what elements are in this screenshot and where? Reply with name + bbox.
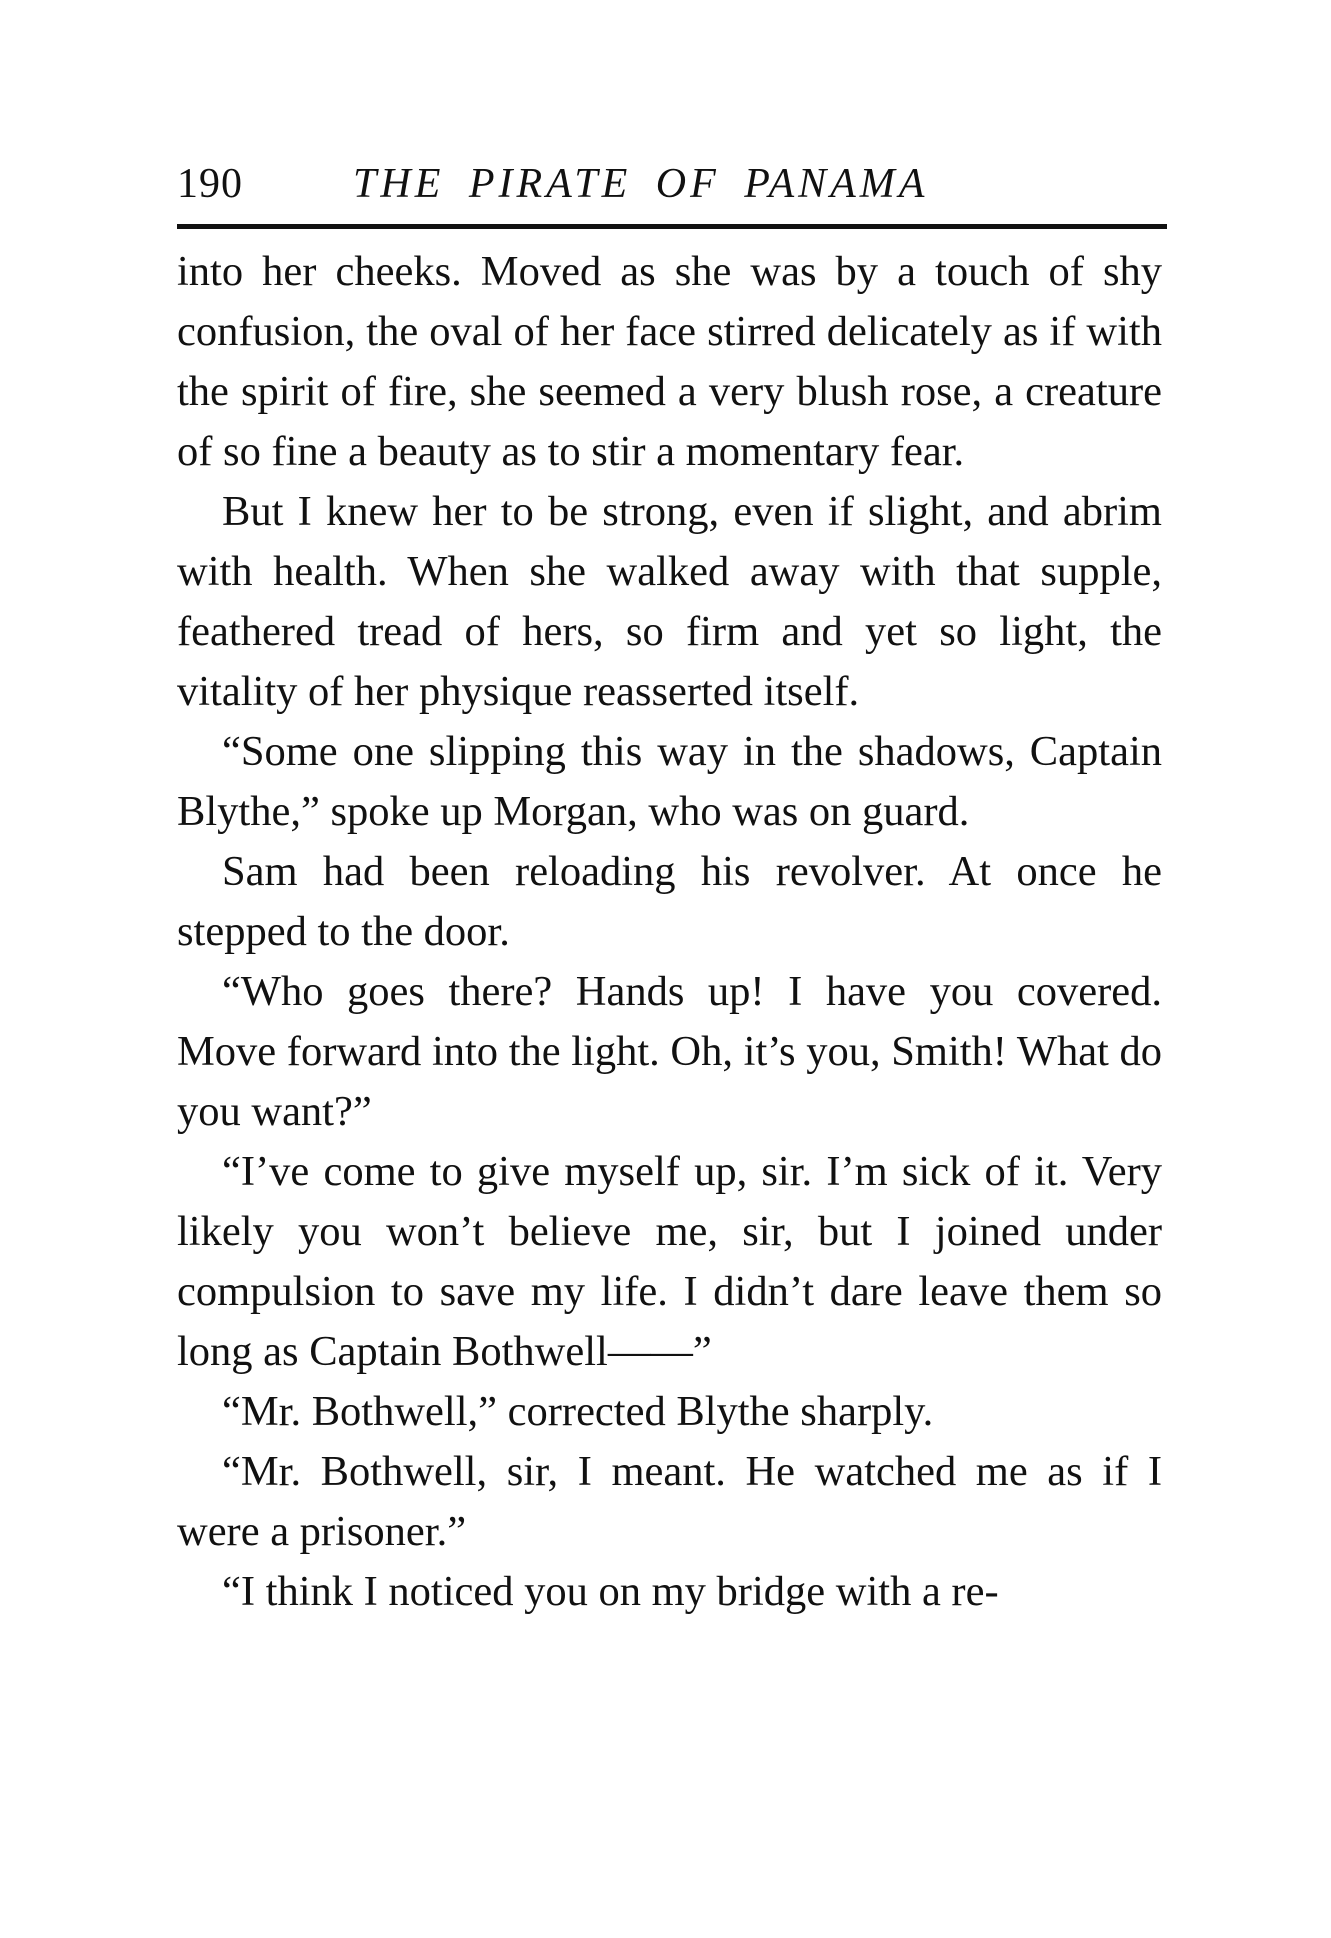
paragraph: “Mr. Bothwell,” corrected Blythe sharply. <box>222 1388 934 1435</box>
page-number: 190 <box>177 161 243 207</box>
paragraph: “Mr. Bothwell, sir, I meant. He watched me as if I were a prisoner.” <box>177 1448 1162 1555</box>
header-rule <box>177 224 1167 229</box>
paragraph: “I think I noticed you on my bridge with a re- <box>222 1568 999 1615</box>
paragraph: Sam had been reloading his revolver. At once he stepped to the door. <box>177 848 1162 955</box>
page-header <box>177 160 1177 216</box>
page-text <box>177 242 1162 1622</box>
paragraph: into her cheeks. Moved as she was by a touch of shy confusion, the oval of her face stirred delicately as if with the spirit of fire, she seemed a very blush rose, a creature of so fine a beauty as to stir a momentary fear. <box>177 248 1162 475</box>
paragraph: “Who goes there? Hands up! I have you covered. Move forward into the light. Oh, it’s you, Smith! What do you want?” <box>177 968 1162 1135</box>
paragraph: “I’ve come to give myself up, sir. I’m sick of it. Very likely you won’t believe me, sir, but I joined under compulsion to save my life. I didn’t dare leave them so long as Captain Bothwell——” <box>177 1148 1162 1375</box>
running-title: THE PIRATE OF PANAMA <box>353 161 929 207</box>
paragraph: But I knew her to be strong, even if slight, and abrim with health. When she walked away with that supple, feathered tread of hers, so firm and yet so light, the vitality of her physique reasserted itself. <box>177 488 1162 715</box>
paragraph: “Some one slipping this way in the shadows, Captain Blythe,” spoke up Morgan, who was on guard. <box>177 728 1162 835</box>
